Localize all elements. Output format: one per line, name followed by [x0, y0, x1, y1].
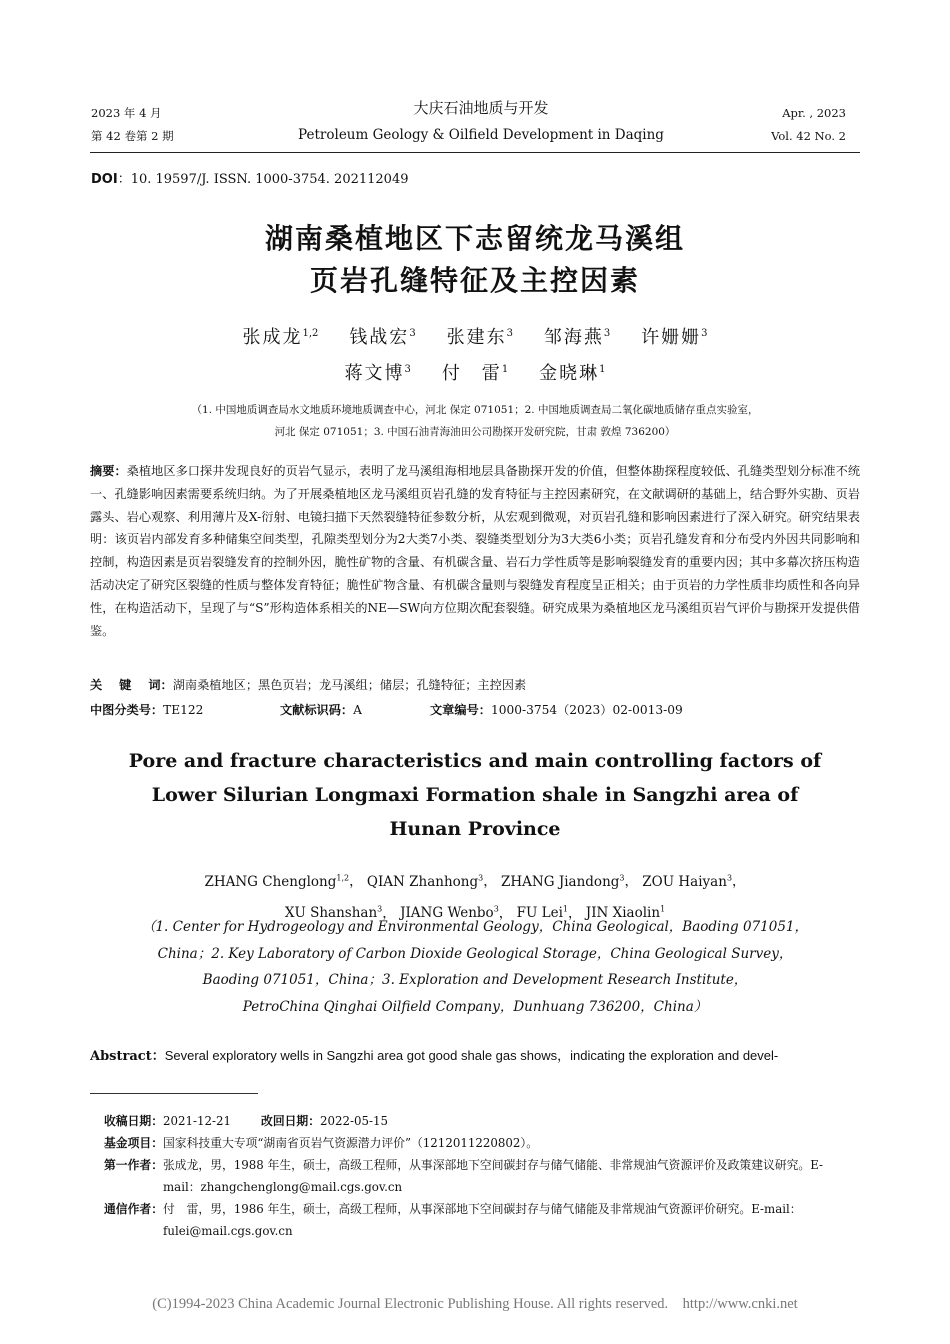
authors-cn: [90, 318, 860, 390]
doi-value: ：10. 19597/J. ISSN. 1000-3754. 202112049: [117, 172, 409, 187]
header-issue-cn: [91, 102, 174, 148]
article-number: 文章编号：1000-3754（2023）02-0013-09: [430, 703, 683, 717]
doi-label: DOI: [91, 172, 118, 187]
first-author-text: 张成龙，男，1988 年生，硕士，高级工程师，从事深部地下空间碳封存与储气储能、非常规油气资源评价及政策建议研究。E-mail：zhangchenglong@mail.cgs.gov.cn: [163, 1158, 824, 1194]
title-en-line2: Lower Silurian Longmaxi Formation shale in Sangzhi area of: [151, 784, 799, 806]
author-en: XU Shanshan$^3$: [284, 904, 383, 921]
header-date-en: Apr. , 2023: [782, 106, 846, 120]
doi: [91, 168, 409, 187]
received-date: 2021-12-21: [163, 1114, 232, 1128]
title-en: [90, 744, 860, 846]
footnotes: [104, 1110, 860, 1242]
title-cn-line1: 湖南桑植地区下志留统龙马溪组: [264, 222, 685, 255]
affiliations-cn: [90, 399, 860, 443]
authors-en-line1: ZHANG Chenglong$^{1,2}$， QIAN Zhanhong$^3$， ZHANG Jiandong$^3$， ZOU Haiyan$^3$，: [204, 873, 746, 890]
author-cn: 付 雷$^1$: [441, 363, 509, 384]
author-cn: 邹海燕$^3$: [543, 327, 611, 348]
author-en: ZOU Haiyan$^3$: [642, 873, 733, 890]
author-en: ZHANG Chenglong$^{1,2}$: [204, 873, 350, 890]
affiliation-cn-line2: 河北 保定 071051；3. 中国石油青海油田公司勘探开发研究院，甘肃 敦煌 736200）: [274, 426, 676, 438]
footnote-dates: 收稿日期： 2021-12-21 改回日期：2022-05-15: [104, 1114, 389, 1128]
authors-cn-line1: [90, 318, 860, 354]
author-cn: 张成龙$^{1,2}$: [242, 327, 319, 348]
header-volume-cn: 第 42 卷第 2 期: [91, 129, 174, 143]
author-cn: 许姗姗$^3$: [641, 327, 708, 348]
abstract-en-text: Several exploratory wells in Sangzhi area got good shale gas shows，indicating the exploration and devel-: [164, 1048, 779, 1063]
author-cn: 张建东$^3$: [446, 327, 513, 348]
title-cn-line2: 页岩孔缝特征及主控因素: [309, 264, 640, 297]
footnote-corresponding-author: 通信作者： 付 雷，男，1986 年生，硕士，高级工程师，从事深部地下空间碳封存与储气储能及非常规油气资源评价研究。E-mail：fulei@mail.cgs.gov.cn: [104, 1198, 860, 1242]
abstract-en: [90, 1045, 860, 1068]
copyright-notice: (C)1994-2023 China Academic Journal Electronic Publishing House. All rights reserved. http://www.cnki.net: [152, 1296, 798, 1312]
affiliation-en-line4: PetroChina Qinghai Oilfield Company，Dunhuang 736200，China）: [242, 998, 708, 1015]
title-en-line1: Pore and fracture characteristics and main controlling factors of: [128, 750, 822, 772]
title-en-line3: Hunan Province: [389, 818, 561, 840]
header-volume-en: Vol. 42 No. 2: [771, 129, 846, 143]
header-journal: [240, 98, 722, 146]
fund-text: 国家科技重大专项“湖南省页岩气资源潜力评价”（1212011220802）。: [163, 1136, 539, 1150]
author-cn: 钱战宏$^3$: [349, 327, 416, 348]
affiliation-en-line3: Baoding 071051，China；3. Exploration and Development Research Institute，: [202, 972, 748, 988]
abstract-cn-label: 摘要：: [90, 464, 127, 478]
journal-name-cn: 大庆石油地质与开发: [413, 99, 549, 117]
affiliation-cn-line1: （1. 中国地质调查局水文地质环境地质调查中心，河北 保定 071051；2. 中国地质调查局二氧化碳地质储存重点实验室，: [191, 404, 759, 416]
corresponding-author-text: 付 雷，男，1986 年生，硕士，高级工程师，从事深部地下空间碳封存与储气储能及非常规油气资源评价研究。E-mail：fulei@mail.cgs.gov.cn: [163, 1202, 802, 1238]
header-divider: [90, 152, 860, 153]
clc-number: 中图分类号：TE122: [90, 703, 204, 717]
authors-cn-line2: [90, 354, 860, 390]
document-code: 文献标识码：A: [280, 703, 362, 717]
author-cn: 蒋文博$^3$: [344, 363, 411, 384]
journal-name-en: Petroleum Geology & Oilfield Development in Daqing: [298, 127, 664, 143]
title-cn: [90, 218, 860, 302]
affiliations-en: [90, 914, 860, 1020]
affiliation-en-line2: China；2. Key Laboratory of Carbon Dioxide Geological Storage，China Geological Survey，: [157, 945, 793, 962]
header-date-cn: 2023 年 4 月: [91, 106, 162, 120]
abstract-cn-text: 桑植地区多口探井发现良好的页岩气显示，表明了龙马溪组海相地层具备勘探开发的价值，但整体勘探程度较低、孔缝类型划分标准不统一、孔缝影响因素需要系统归纳。为了开展桑植地区龙马溪组页岩孔缝的发育特征与主控因素研究，在文献调研的基础上，结合野外实勘、页岩露头、岩心观察、利用薄片及X-衍射、电镜扫描下天然裂缝特征参数分析，从宏观到微观，对页岩孔缝和影响因素进行了深入研究。研究结果表明：该页岩内部发育多种储集空间类型，孔隙类型划分为2大类7小类、裂缝类型划分为3大类6小类；页岩孔缝发育和分布受内外因共同影响和控制，构造因素是页岩裂缝发育的控制外因，脆性矿物的含量、有机碳含量、岩石力学性质等是影响裂缝发育的重要内因；其中多幕次挤压构造活动决定了研究区裂缝的性质与整体发育特征；脆性矿物含量、有机碳含量则与裂缝发育程度呈正相关；由于页岩的力学性质非均质性和各向异性，在构造活动下，呈现了与“S”形构造体系相关的NE—SW向方位期次配套裂缝。研究成果为桑植地区龙马溪组页岩气评价与勘探开发提供借鉴。: [90, 464, 861, 638]
footnote-first-author: 第一作者： 张成龙，男，1988 年生，硕士，高级工程师，从事深部地下空间碳封存与储气储能、非常规油气资源评价及政策建议研究。E-mail：zhangchenglong@mail.cgs.gov.cn: [104, 1154, 860, 1198]
author-en: QIAN Zhanhong$^3$: [366, 873, 484, 890]
classification-line: [90, 699, 860, 721]
footnote-fund: 基金项目： 国家科技重大专项“湖南省页岩气资源潜力评价”（1212011220802）。: [104, 1132, 860, 1154]
footnote-divider: [90, 1093, 258, 1094]
abstract-cn: [90, 460, 860, 642]
keywords-text: 湖南桑植地区；黑色页岩；龙马溪组；储层；孔缝特征；主控因素: [172, 678, 527, 692]
author-cn: 金晓琳$^1$: [539, 363, 606, 384]
keywords-cn: [90, 674, 860, 696]
keywords-label: 关 键 词：: [90, 678, 173, 692]
author-en: JIANG Wenbo$^3$: [400, 904, 499, 921]
revised-date: 2022-05-15: [320, 1114, 389, 1128]
header-issue-en: [771, 102, 846, 148]
author-en: ZHANG Jiandong$^3$: [501, 873, 625, 890]
abstract-en-label: Abstract：: [90, 1049, 165, 1064]
authors-en-line2: XU Shanshan$^3$， JIANG Wenbo$^3$， FU Lei$^1$， JIN Xiaolin$^1$: [284, 904, 666, 921]
affiliation-en-line1: （1. Center for Hydrogeology and Environmental Geology，China Geological，Baoding 071051，: [141, 919, 809, 935]
author-en: FU Lei$^1$: [516, 904, 568, 921]
author-en: JIN Xiaolin$^1$: [585, 904, 666, 921]
